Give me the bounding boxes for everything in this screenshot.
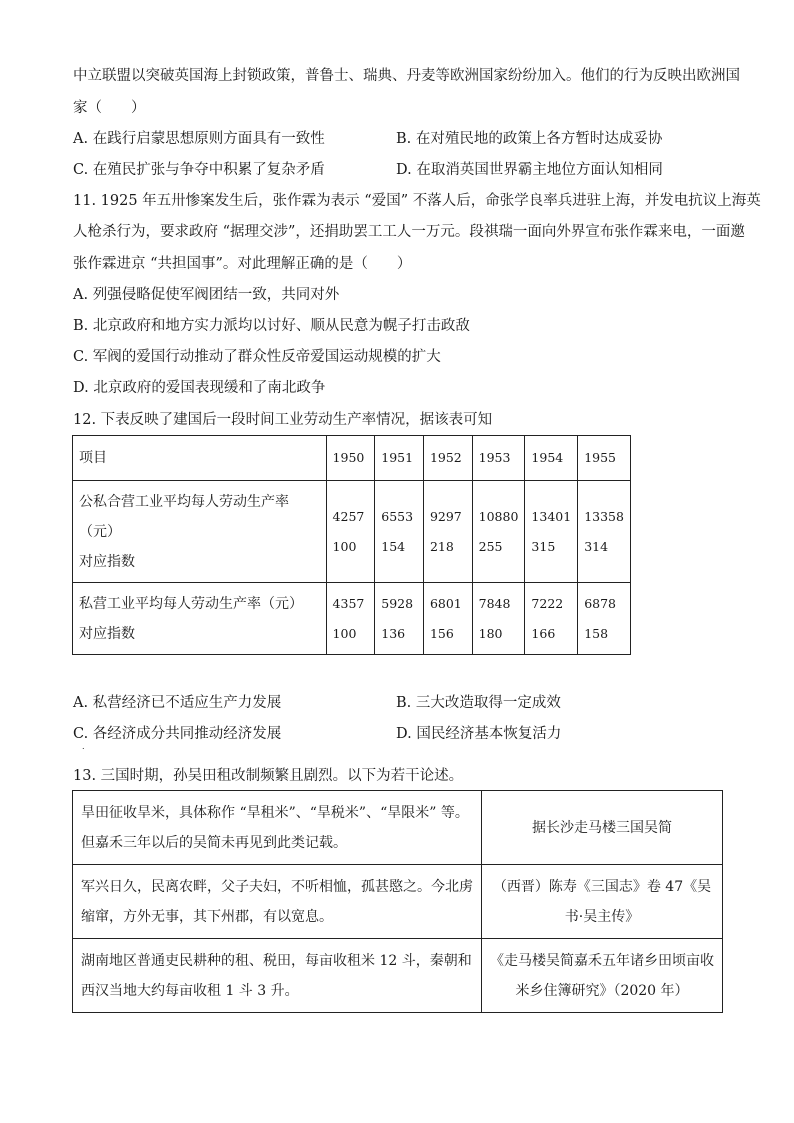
q10-option-d: D. 在取消英国世界霸主地位方面认知相同 xyxy=(396,162,663,178)
q12-option-a: A. 私营经济已不适应生产力发展 xyxy=(73,695,282,711)
value-cell: 4257 100 xyxy=(326,481,375,583)
table-row xyxy=(73,865,723,939)
table-header-row xyxy=(73,436,631,481)
row-label-line: 私营工业平均每人劳动生产率（元） xyxy=(79,595,303,612)
q12-stem: 12. 下表反映了建国后一段时间工业劳动生产率情况，据该表可知 xyxy=(73,412,493,428)
q11-stem-line3: 张作霖进京 “共担国事”。对此理解正确的是（ ） xyxy=(73,256,412,272)
value-cell: 6553 154 xyxy=(375,481,424,583)
excerpt-cell: 湖南地区普通吏民耕种的租、税田，每亩收租米 12 斗，秦朝和 西汉当地大约每亩收租 1 斗 3 升。 xyxy=(73,939,482,1013)
year-cell: 1952 xyxy=(423,436,472,481)
header-item-label: 项目 xyxy=(73,436,327,481)
year-cell: 1950 xyxy=(326,436,375,481)
value-cell: 4357 100 xyxy=(326,583,375,655)
q12-option-c: C. 各经济成分共同推动经济发展 xyxy=(73,726,282,742)
q12-option-d: D. 国民经济基本恢复活力 xyxy=(396,726,562,742)
q10-option-c: C. 在殖民扩张与争夺中积累了复杂矛盾 xyxy=(73,162,325,178)
value-cell: 13358 314 xyxy=(578,481,631,583)
q11-option-d: D. 北京政府的爱国表现缓和了南北政争 xyxy=(73,380,326,396)
q11-stem-line1: 11. 1925 年五卅惨案发生后，张作霖为表示 “爱国” 不落人后，命张学良率兵进驻上海，并发电抗议上海英 xyxy=(73,193,761,209)
value-cell: 7848 180 xyxy=(472,583,525,655)
q11-option-b: B. 北京政府和地方实力派均以讨好、顺从民意为幌子打击政敌 xyxy=(73,318,470,334)
table-row xyxy=(73,791,723,865)
row-label-line: 对应指数 xyxy=(79,625,135,642)
value-cell: 6878 158 xyxy=(578,583,631,655)
year-cell: 1955 xyxy=(578,436,631,481)
stray-mark: . xyxy=(82,742,85,751)
table-row xyxy=(73,939,723,1013)
value-cell: 6801 156 xyxy=(423,583,472,655)
table-row xyxy=(73,481,631,583)
value-cell: 13401 315 xyxy=(525,481,578,583)
source-cell: （西晋）陈寿《三国志》卷 47《吴 书·吴主传》 xyxy=(482,865,723,939)
year-cell: 1953 xyxy=(472,436,525,481)
q11-stem-line2: 人枪杀行为，要求政府 “据理交涉”，还捐助罢工工人一万元。段祺瑞一面向外界宣布张作霖来电，一面邀 xyxy=(73,224,745,240)
source-cell: 《走马楼吴简嘉禾五年诸乡田顷亩收 米乡住簿研究》（2020 年） xyxy=(482,939,723,1013)
q10-stem-line2: 家（ ） xyxy=(73,100,146,116)
table-row xyxy=(73,583,631,655)
row-label xyxy=(73,583,327,655)
value-cell: 5928 136 xyxy=(375,583,424,655)
q13-sources-table xyxy=(72,790,723,1013)
row-label-line: （元） xyxy=(79,523,121,540)
value-cell: 7222 166 xyxy=(525,583,578,655)
value-cell: 10880 255 xyxy=(472,481,525,583)
excerpt-cell: 军兴日久，民离农畔，父子夫妇，不听相恤，孤甚愍之。今北虏 缩窜，方外无事，其下州郡，有以宽息。 xyxy=(73,865,482,939)
year-cell: 1951 xyxy=(375,436,424,481)
row-label-line: 公私合营工业平均每人劳动生产率 xyxy=(79,493,289,510)
q11-option-c: C. 军阀的爱国行动推动了群众性反帝爱国运动规模的扩大 xyxy=(73,349,441,365)
q13-stem: 13. 三国时期，孙吴田租改制频繁且剧烈。以下为若干论述。 xyxy=(73,768,464,784)
row-label-line: 对应指数 xyxy=(79,553,135,570)
value-cell: 9297 218 xyxy=(423,481,472,583)
q10-option-a: A. 在践行启蒙思想原则方面具有一致性 xyxy=(73,131,325,147)
excerpt-cell: 旱田征收旱米，具体称作 “旱租米”、“旱税米”、“旱限米” 等。 但嘉禾三年以后的吴简未再见到此类记载。 xyxy=(73,791,482,865)
q12-option-b: B. 三大改造取得一定成效 xyxy=(396,695,561,711)
q11-option-a: A. 列强侵略促使军阀团结一致，共同对外 xyxy=(73,287,340,303)
q12-productivity-table xyxy=(72,435,631,655)
q10-option-b: B. 在对殖民地的政策上各方暂时达成妥协 xyxy=(396,131,663,147)
year-cell: 1954 xyxy=(525,436,578,481)
q10-stem-line1: 中立联盟以突破英国海上封锁政策，普鲁士、瑞典、丹麦等欧洲国家纷纷加入。他们的行为反映出欧洲国 xyxy=(73,68,740,84)
row-label xyxy=(73,481,327,583)
source-cell: 据长沙走马楼三国吴简 xyxy=(482,791,723,865)
